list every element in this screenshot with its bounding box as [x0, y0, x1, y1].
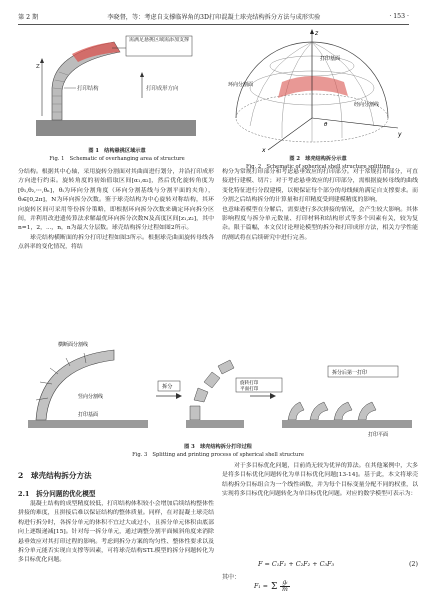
formula-2 — [222, 560, 418, 568]
figure-1-drawing — [22, 28, 212, 146]
right-column-lower — [222, 462, 418, 500]
where-label: 其中： — [222, 574, 241, 581]
fig1-axis-label: Z — [36, 64, 40, 70]
figure-3 — [18, 336, 418, 438]
formula-3-denominator: m — [281, 586, 288, 593]
formula-3-sum: Σ — [270, 581, 278, 592]
formula-3-lhs: F₁ = — [254, 583, 268, 590]
fig3-seg-label: 拆分后第一打印 — [332, 370, 368, 376]
fig1-base — [36, 120, 196, 136]
fig3-base-label: 打印平面 — [368, 432, 389, 438]
fig2-theta-label: θ — [324, 122, 328, 128]
fig2-top-label: 打印基面 — [320, 56, 341, 62]
right-column-upper — [222, 168, 418, 243]
formula-3 — [254, 580, 290, 593]
figure-2 — [220, 26, 410, 154]
formula-3-fraction — [280, 580, 289, 593]
fig2-caption-en: Fig. 2 Schematic of spherical shell structure splitting — [245, 163, 390, 170]
fig3-rotate2-label: 平面打印 — [240, 387, 259, 392]
formula-2-number: (2) — [408, 560, 418, 568]
formula-2-body: F = C₁F₁ + C₂F₂ + C₃F₃ — [258, 560, 335, 568]
figure-3-caption — [18, 444, 418, 459]
fig2-meridian-label: 经向分割线 — [354, 102, 380, 108]
fig3-arch — [36, 350, 114, 420]
fig3-caption-en: Fig. 3 Splitting and printing process of spherical shell structure — [132, 451, 304, 458]
fig3-layer-label: 横断面分割线 — [58, 342, 89, 348]
page-number: · 153 · — [389, 12, 409, 20]
section-2-paragraph-1: 混凝土结构的成型精度较低，打印结构体积较小会增加后续结构整体性拼接的难度，且拼接后难以保证结构的整体质量。同样，在对混凝土球壳结构进行拆分时，各拆分单元的体积不宜过大或过小，且拆分单元体积由底部向上逐级递减[15]。针对每一拆分单元，通过调整分割平面倾斜角度来消除悬垂效应对其打印过程的影响。考虑到拆分方案的均匀性、整体性要求以及拆分单元能否实现自支撑等因素，可将球壳结构STL模型的拆分问题转化为多目标优化问题。 — [18, 501, 214, 564]
section-2-title: 2 球壳结构拆分方法 — [18, 471, 92, 480]
issue-number: 第 2 期 — [18, 13, 39, 21]
fig3-split-label: 拆分 — [162, 384, 173, 390]
left-column-upper — [18, 168, 214, 253]
left-paragraph-1: 分结构。根据其中心轴，采用旋转分割面对其曲面进行划分，并沿打印成形方向进行约束。旋转角度的初始值取区间[α₁,α₂]，然后优化旋转角度为[θ₁,θ₂,⋯,θₙ]，θᵢ为环向分割角度（环向分割基线与分割平面的夹角），θᵢ∈[0,2π]，N为环向拆分次数。鉴于球壳结构为中心旋转对称结构，其环向旋转区间可采用等份拆分策略，即根据环向拆分次数来确定环向拆分区间，并利用改进遗传算法求解最优环向拆分次数N及高度区间[z₁,z₂]，其中 n=1，2，⋯，n，n为最大分层数。球壳结构拆分过程如图2所示。 — [18, 169, 214, 232]
fig3-base-2 — [186, 420, 244, 428]
fig2-y-label: y — [398, 131, 402, 138]
fig1-caption-cn: 图 1 结构悬挑区域示意 — [88, 148, 146, 154]
fig2-x-label: x — [262, 147, 266, 154]
section-2-paragraph-2: 对于多目标优化问题，目前尚无较为优异的算法。在其他案例中，大多是将多目标优化问题转化为单目标优化问题[13-14]。基于此，本文将球壳结构拆分目标组合为一个线性函数，并为每个目标变量分配不同的权重，以实现将多目标优化问题转化为单目标优化问题。对应的数学模型可表示为： — [222, 463, 418, 498]
figure-2-drawing — [220, 26, 410, 154]
right-paragraph-2: 也意味着模型在分解后，需要进行多次拼接的情况，会产生较大影响。其体影响程度与拆分单元数量、打印材料和结构形式等多个因素有关，较为复杂。限于篇幅，本文仅讨论理论模型的拆分和打印成形方法，相关力学性能的测试将在后续研究中进行完善。 — [222, 206, 418, 241]
fig3-segments — [190, 360, 234, 420]
fig3-base-3 — [282, 420, 412, 428]
fig1-support-label: 需满足悬挑区域需添加支撑 — [128, 37, 189, 43]
figure-1 — [22, 28, 212, 146]
right-paragraph-1: 构分为常规打印部分和考虑悬垂效应的打印部分。对于常规打印部分，可直接进行建模、切片；对于考虑悬垂效应的打印部分，需根据旋转母线的曲线变化特征进行分段建模，以便保证每个部分的母线倾角满足自支撑要求。而分割之后结构拆分的计算量和打印精度受到建模精度的影响， — [222, 169, 418, 204]
fig2-caption-cn: 图 2 球壳结构拆分示意 — [289, 156, 347, 162]
section-2-1-title: 2.1 拆分问题的优化模型 — [18, 490, 96, 498]
left-paragraph-2: 球壳结构横断面的拆分打印过程如图3所示。根据球壳曲面旋转母线各点斜率的变化情况，将结 — [18, 234, 214, 251]
fig2-z-label: z — [315, 30, 319, 37]
fig2-highlight — [278, 76, 348, 98]
running-title: 李晓督，等：考虑自支撑临界角的3D打印混凝土球壳结构拆分方法与成形实验 — [107, 13, 321, 21]
formula-3-numerator: gᵢ — [282, 579, 288, 586]
fig1-structure-label: 打印结构 — [77, 86, 99, 92]
fig3-ground-label: 打印基面 — [78, 412, 99, 418]
fig1-caption-en: Fig. 1 Schematic of overhanging area of structure — [49, 155, 185, 162]
fig1-direction-label: 打印成形方向 — [146, 86, 179, 92]
left-column-lower — [18, 500, 214, 566]
fig3-caption-cn: 图 3 球壳结构拆分打印过程 — [184, 444, 252, 450]
fig3-vertical-label: 竖向分割线 — [78, 394, 104, 400]
fig3-base-1 — [28, 420, 148, 428]
fig3-rotate-label: 旋转打印 — [240, 381, 259, 386]
page-header — [18, 10, 409, 25]
figure-3-drawing — [18, 336, 418, 438]
fig2-part-label: 环向分割面 — [228, 82, 254, 88]
figure-1-caption — [22, 148, 212, 163]
fig3-printed-pieces — [288, 402, 376, 420]
